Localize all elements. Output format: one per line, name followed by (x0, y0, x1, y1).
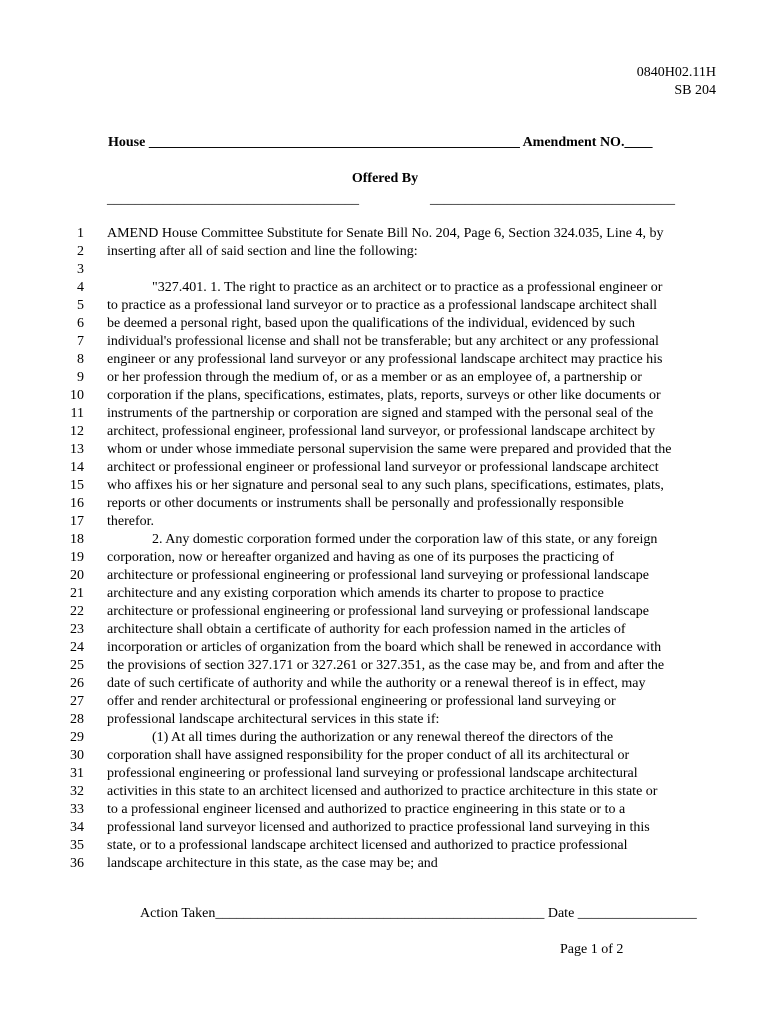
line-text: architecture and any existing corporation which amends its charter to propose to practice (107, 586, 604, 601)
line-text: state, or to a professional landscape architect licensed and authorized to practice professional (107, 838, 628, 853)
line-text: reports or other documents or instruments shall be personally and professionally responsible (107, 496, 624, 511)
line-text: professional landscape architectural services in this state if: (107, 712, 440, 727)
numbered-line (0, 729, 770, 747)
line-text: date of such certificate of authority and while the authority or a renewal thereof is in effect, may (107, 676, 646, 691)
line-text: instruments of the partnership or corporation are signed and stamped with the personal seal of the (107, 406, 654, 421)
line-number: 8 (77, 352, 84, 367)
numbered-line (0, 621, 770, 639)
line-number: 31 (70, 766, 84, 781)
numbered-line (0, 297, 770, 315)
line-text: to a professional engineer licensed and authorized to practice engineering in this state or to a (107, 802, 626, 817)
line-text: incorporation or articles of organization from the board which shall be renewed in accordance with (107, 640, 662, 655)
numbered-line (0, 675, 770, 693)
numbered-line (0, 711, 770, 729)
numbered-line (0, 261, 770, 279)
line-number: 12 (70, 424, 84, 439)
numbered-line (0, 783, 770, 801)
numbered-line (0, 603, 770, 621)
numbered-line (0, 855, 770, 873)
numbered-line (0, 243, 770, 261)
line-number: 14 (70, 460, 84, 475)
line-number: 10 (70, 388, 84, 403)
bill-number: SB 204 (674, 83, 716, 98)
numbered-line (0, 225, 770, 243)
line-number: 25 (70, 658, 84, 673)
line-text: individual's professional license and shall not be transferable; but any architect or any professional (107, 334, 659, 349)
numbered-line (0, 495, 770, 513)
numbered-line (0, 369, 770, 387)
line-text: AMEND House Committee Substitute for Senate Bill No. 204, Page 6, Section 324.035, Line 4, by (107, 226, 664, 241)
numbered-line (0, 585, 770, 603)
numbered-line (0, 549, 770, 567)
numbered-line (0, 351, 770, 369)
numbered-line (0, 765, 770, 783)
numbered-line (0, 387, 770, 405)
line-text: architecture or professional engineering or professional land surveying or professional landscape (107, 604, 649, 619)
line-text: engineer or any professional land surveyor or any professional landscape architect may practice his (107, 352, 663, 367)
document-identifier (637, 64, 716, 100)
line-number: 5 (77, 298, 84, 313)
line-number: 7 (77, 334, 84, 349)
line-number: 20 (70, 568, 84, 583)
line-number: 30 (70, 748, 84, 763)
line-number: 24 (70, 640, 84, 655)
line-text: activities in this state to an architect licensed and authorized to practice architecture in this state or (107, 784, 658, 799)
house-amendment-line: House _____________________________________________________ Amendment NO.____ (108, 135, 653, 150)
line-text: professional land surveyor licensed and authorized to practice professional land surveying in this (107, 820, 650, 835)
numbered-line (0, 567, 770, 585)
line-text: 2. Any domestic corporation formed under the corporation law of this state, or any foreign (152, 532, 658, 547)
amendment-text (0, 225, 770, 873)
line-text: who affixes his or her signature and personal seal to any such plans, specifications, estimates, plats, (107, 478, 664, 493)
line-number: 16 (70, 496, 84, 511)
line-text: be deemed a personal right, based upon the qualifications of the individual, evidenced by such (107, 316, 635, 331)
numbered-line (0, 531, 770, 549)
line-number: 19 (70, 550, 84, 565)
line-number: 29 (70, 730, 84, 745)
line-text: therefor. (107, 514, 155, 529)
numbered-line (0, 279, 770, 297)
line-text: professional engineering or professional land surveying or professional landscape architectural (107, 766, 638, 781)
line-number: 27 (70, 694, 84, 709)
line-number: 6 (77, 316, 84, 331)
line-text: to practice as a professional land surveyor or to practice as a professional landscape architect shall (107, 298, 658, 313)
line-text: inserting after all of said section and line the following: (107, 244, 418, 259)
line-text: offer and render architectural or professional engineering or professional land surveying or (107, 694, 616, 709)
line-number: 18 (70, 532, 84, 547)
line-number: 1 (77, 226, 84, 241)
signature-line-right: ___________________________________ (430, 192, 675, 207)
numbered-line (0, 819, 770, 837)
numbered-line (0, 441, 770, 459)
numbered-line (0, 693, 770, 711)
line-number: 34 (70, 820, 84, 835)
numbered-line (0, 477, 770, 495)
numbered-line (0, 657, 770, 675)
line-text: landscape architecture in this state, as the case may be; and (107, 856, 438, 871)
line-number: 4 (77, 280, 84, 295)
line-text: architecture shall obtain a certificate of authority for each profession named in the articles of (107, 622, 626, 637)
numbered-line (0, 315, 770, 333)
line-text: the provisions of section 327.171 or 327.261 or 327.351, as the case may be, and from and after the (107, 658, 665, 673)
line-text: architecture or professional engineering or professional land surveying or professional landscape (107, 568, 649, 583)
signature-line-left: ____________________________________ (107, 192, 359, 207)
line-number: 15 (70, 478, 84, 493)
line-text: corporation, now or hereafter organized and having as one of its purposes the practicing of (107, 550, 615, 565)
line-text: whom or under whose immediate personal supervision the same were prepared and provided that the (107, 442, 672, 457)
numbered-line (0, 333, 770, 351)
line-number: 17 (70, 514, 84, 529)
action-taken-line: Action Taken_______________________________________________ Date _________________ (140, 906, 697, 921)
line-text: architect or professional engineer or professional land surveyor or professional landscape architect (107, 460, 659, 475)
line-text: architect, professional engineer, professional land surveyor, or professional landscape architect by (107, 424, 656, 439)
numbered-line (0, 837, 770, 855)
line-number: 36 (70, 856, 84, 871)
numbered-line (0, 459, 770, 477)
numbered-line (0, 405, 770, 423)
line-text: or her profession through the medium of, or as a member or as an employee of, a partnership or (107, 370, 642, 385)
numbered-line (0, 423, 770, 441)
page-number: Page 1 of 2 (560, 942, 624, 957)
numbered-line (0, 513, 770, 531)
doc-code: 0840H02.11H (636, 65, 716, 80)
numbered-line (0, 747, 770, 765)
line-number: 23 (70, 622, 84, 637)
line-text: corporation shall have assigned responsibility for the proper conduct of all its architectural or (107, 748, 630, 763)
line-number: 33 (70, 802, 84, 817)
line-number: 13 (70, 442, 84, 457)
line-number: 9 (77, 370, 84, 385)
line-number: 22 (70, 604, 84, 619)
line-number: 11 (70, 406, 84, 421)
line-number: 32 (70, 784, 84, 799)
offered-by-label: Offered By (351, 171, 419, 186)
line-number: 3 (77, 262, 84, 277)
line-text: (1) At all times during the authorization or any renewal thereof the directors of the (152, 730, 614, 745)
line-number: 2 (77, 244, 84, 259)
line-number: 21 (70, 586, 84, 601)
line-text: corporation if the plans, specifications, estimates, plats, reports, surveys or other like documents or (107, 388, 661, 403)
numbered-line (0, 801, 770, 819)
line-number: 28 (70, 712, 84, 727)
line-number: 26 (70, 676, 84, 691)
line-text: "327.401. 1. The right to practice as an architect or to practice as a professional engineer or (152, 280, 663, 295)
line-number: 35 (70, 838, 84, 853)
numbered-line (0, 639, 770, 657)
